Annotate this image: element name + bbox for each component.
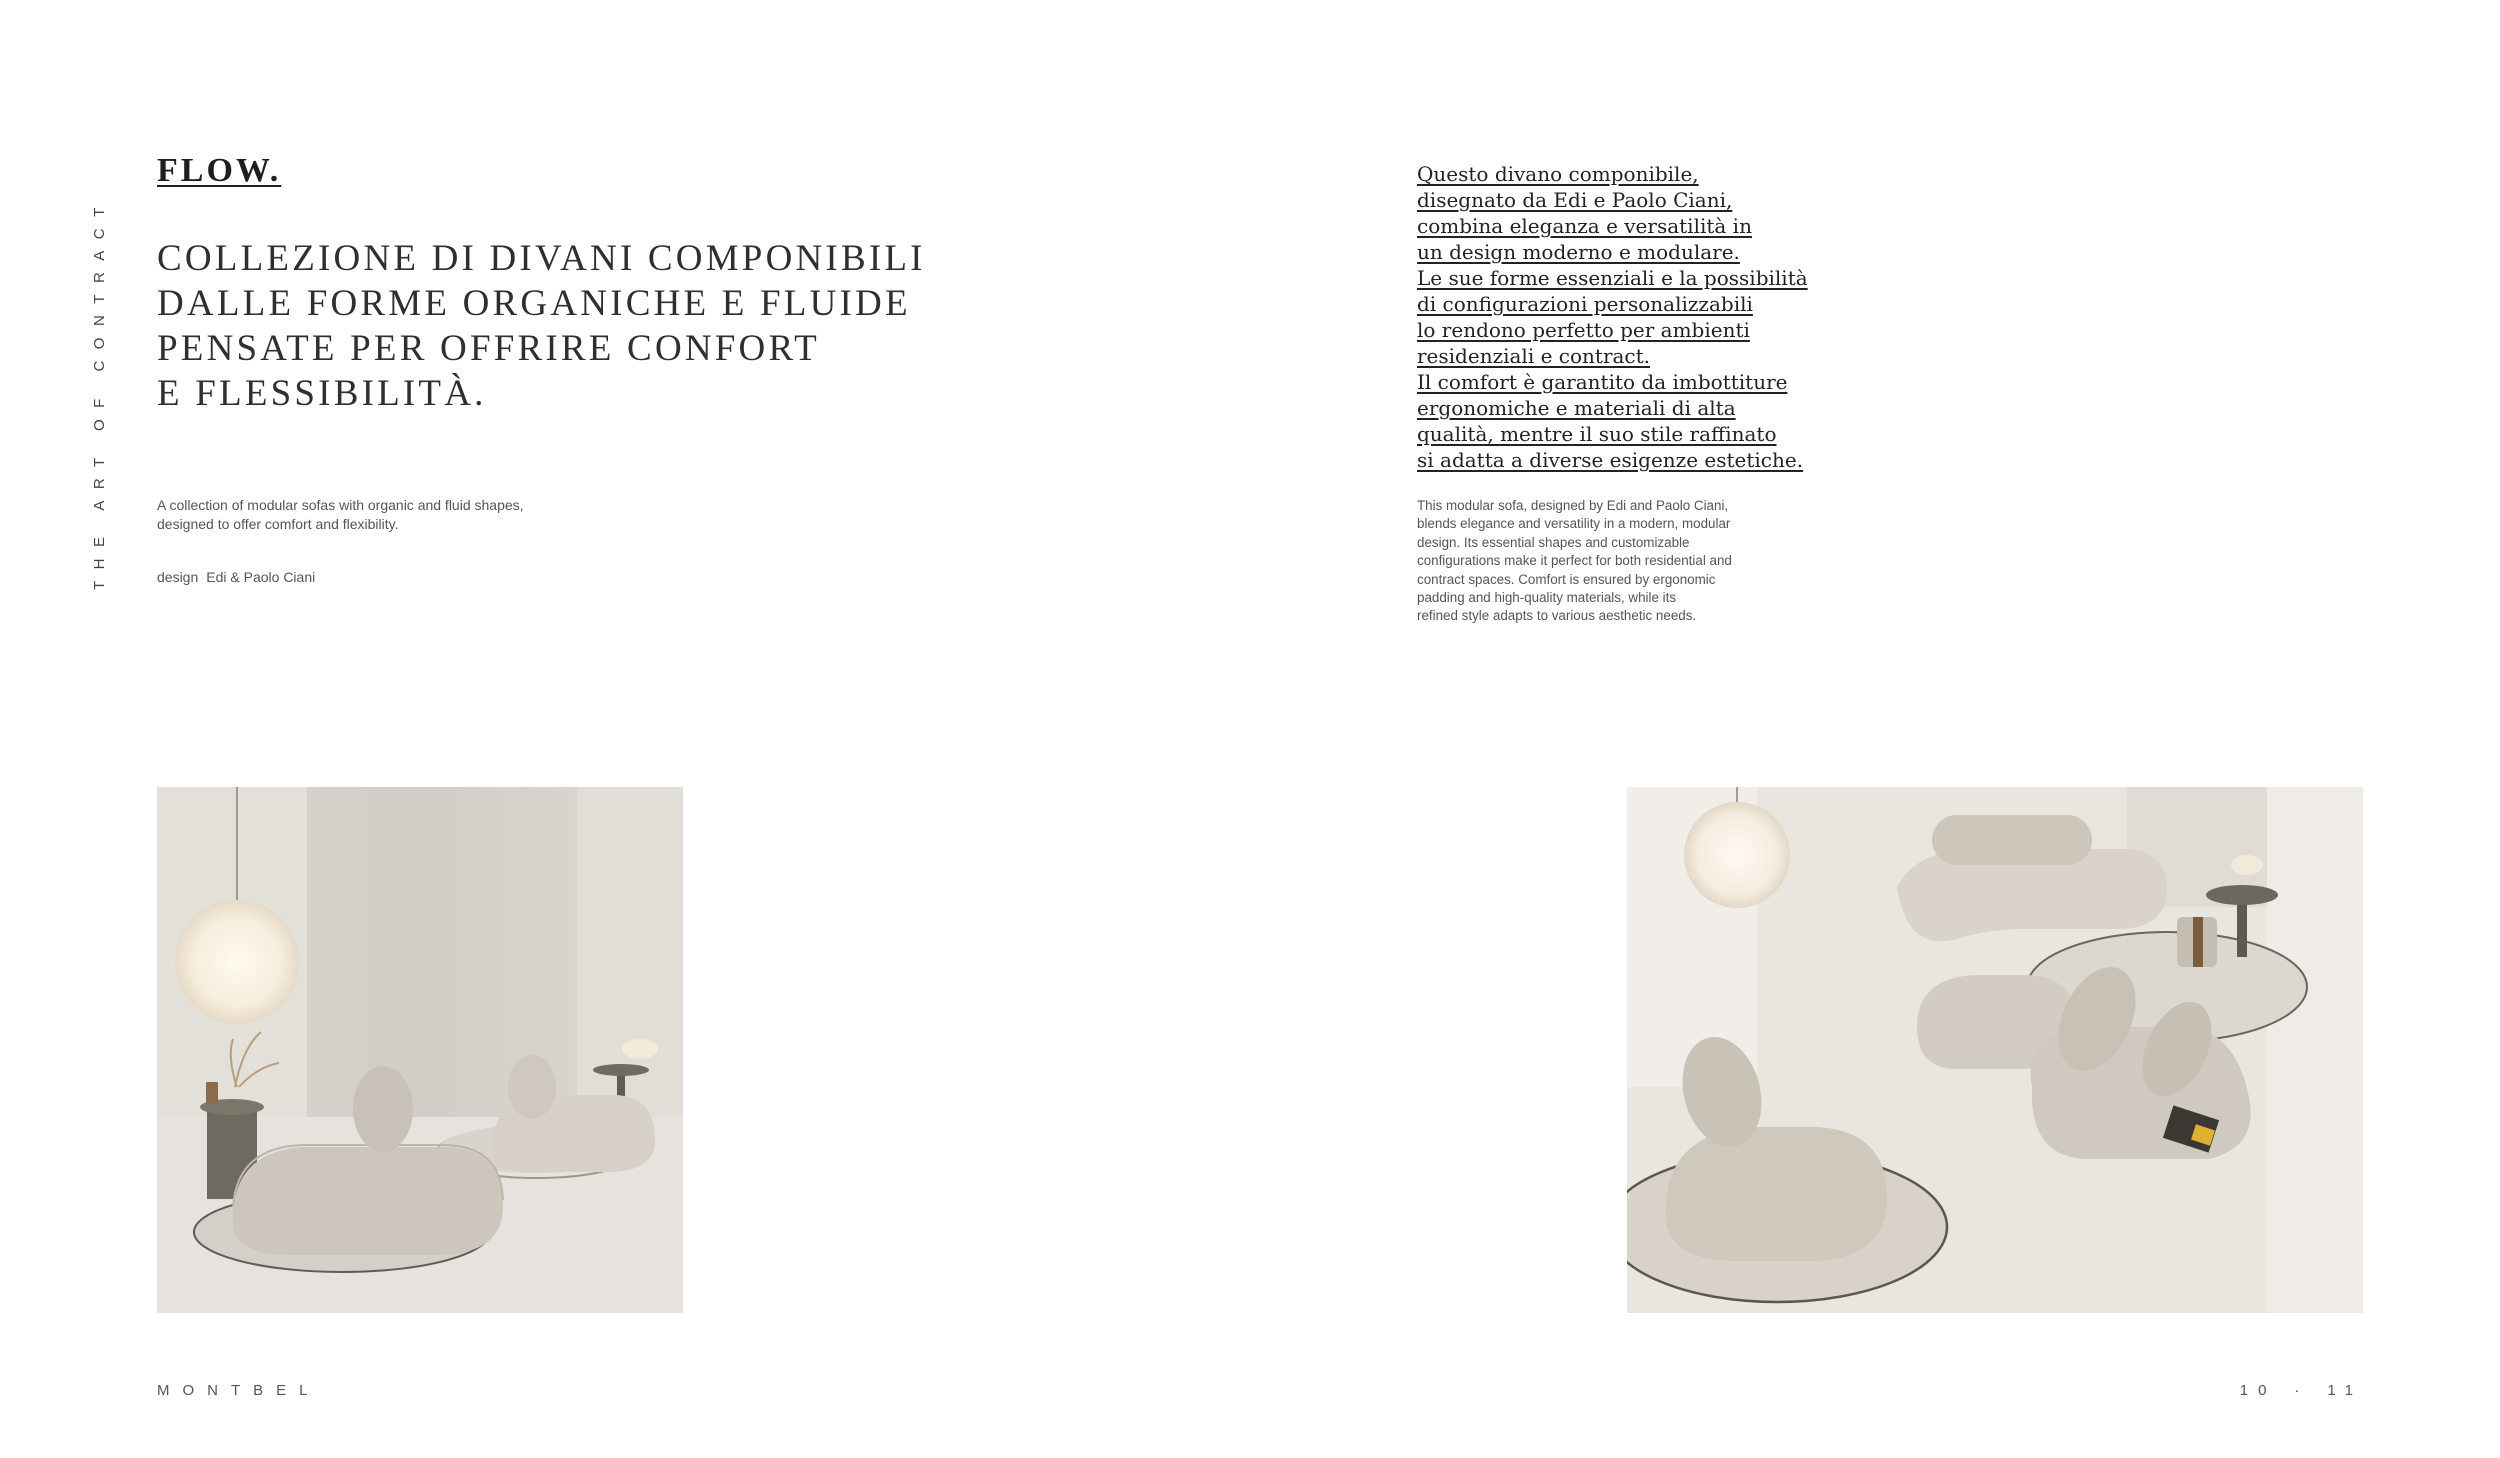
italian-description (1417, 161, 1837, 473)
vertical-section-title: THE ART OF CONTRACT (91, 196, 108, 590)
headline (157, 236, 977, 416)
italian-line: qualità, mentre il suo stile raffinato (1417, 422, 1777, 446)
product-photo-right (1627, 787, 2363, 1313)
english-line: padding and high-quality materials, while its (1417, 590, 1677, 606)
designer-credit (157, 569, 315, 585)
italian-line: residenziali e contract. (1417, 344, 1651, 368)
headline-line: PENSATE PER OFFRIRE CONFORT (157, 328, 820, 369)
headline-line: E FLESSIBILITÀ. (157, 373, 487, 414)
collection-title: FLOW. (157, 152, 282, 189)
english-line: blends elegance and versatility in a modern, modular (1417, 516, 1731, 532)
page-number-right: 11 (2327, 1382, 2363, 1399)
english-summary (157, 496, 637, 534)
english-line: refined style adapts to various aesthetic needs. (1417, 608, 1697, 624)
headline-line: COLLEZIONE DI DIVANI COMPONIBILI (157, 238, 926, 279)
english-description (1417, 497, 1837, 626)
italian-line: disegnato da Edi e Paolo Ciani, (1417, 188, 1733, 212)
page-numbers (2240, 1382, 2363, 1399)
italian-line: Le sue forme essenziali e la possibilità (1417, 266, 1808, 290)
italian-line: combina eleganza e versatilità in (1417, 214, 1752, 238)
page-separator: · (2294, 1382, 2310, 1399)
summary-line: A collection of modular sofas with organic and fluid shapes, (157, 497, 524, 513)
italian-line: di configurazioni personalizzabili (1417, 292, 1753, 316)
english-line: This modular sofa, designed by Edi and Paolo Ciani, (1417, 498, 1729, 513)
page-number-left: 10 (2239, 1382, 2277, 1399)
footer-brand: MONTBEL (157, 1382, 321, 1399)
design-label: design (157, 569, 199, 585)
english-line: contract spaces. Comfort is ensured by ergonomic (1417, 571, 1716, 587)
italian-line: ergonomiche e materiali di alta (1417, 396, 1736, 420)
italian-line: si adatta a diverse esigenze estetiche. (1417, 448, 1804, 472)
italian-line: Il comfort è garantito da imbottiture (1417, 370, 1788, 394)
italian-line: lo rendono perfetto per ambienti (1417, 318, 1750, 342)
italian-line: Questo divano componibile, (1417, 162, 1699, 186)
headline-line: DALLE FORME ORGANICHE E FLUIDE (157, 283, 911, 324)
italian-line: un design moderno e modulare. (1417, 240, 1740, 264)
english-line: configurations make it perfect for both residential and (1417, 553, 1732, 569)
product-photo-left (157, 787, 683, 1313)
english-line: design. Its essential shapes and customizable (1417, 534, 1690, 550)
summary-line: designed to offer comfort and flexibility. (157, 516, 399, 532)
designer-names: Edi & Paolo Ciani (206, 569, 316, 585)
